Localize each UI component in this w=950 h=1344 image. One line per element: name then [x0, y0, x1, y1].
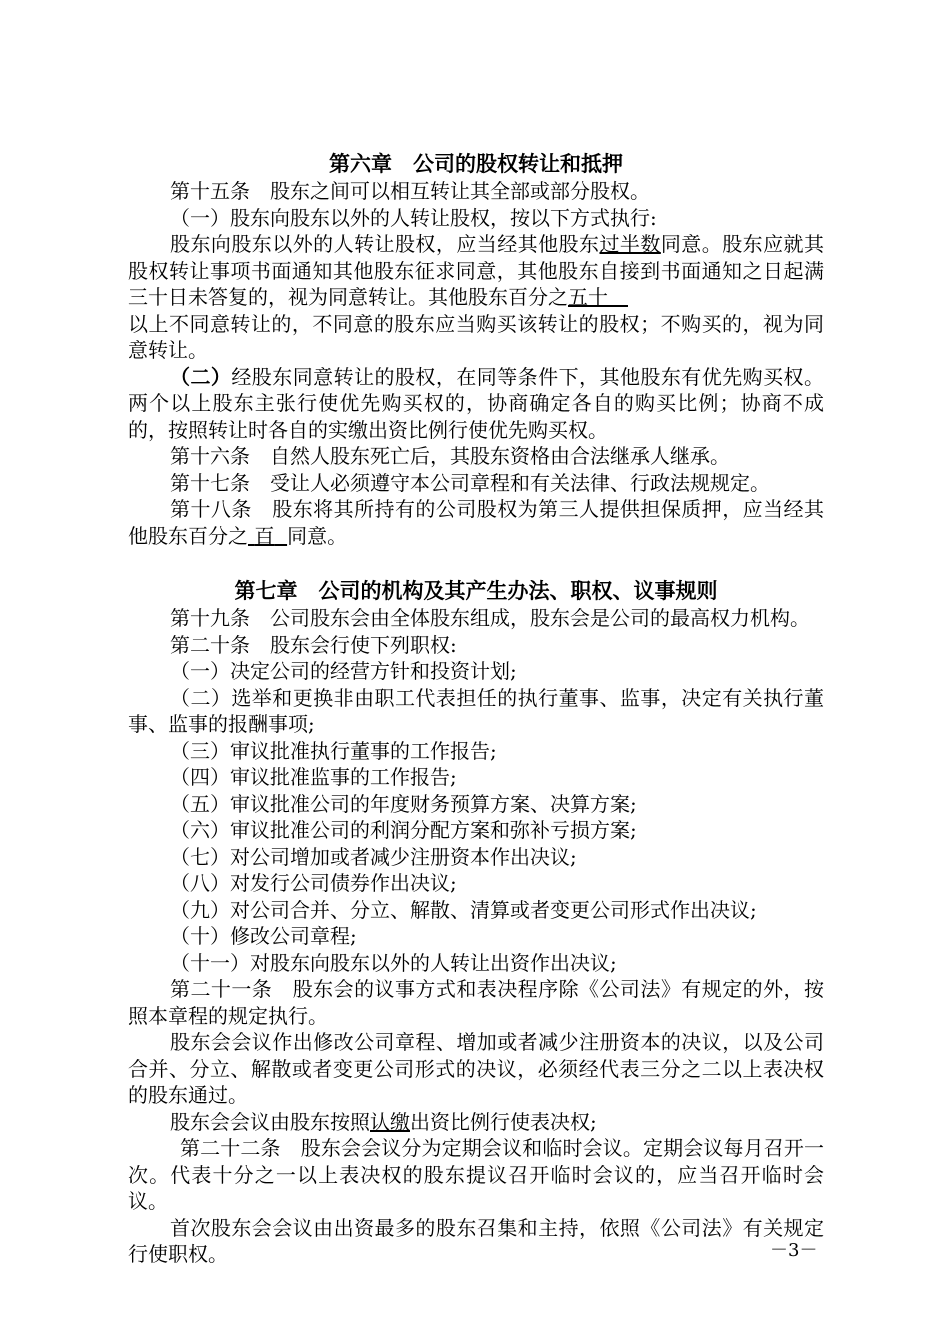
- underline-filler: [608, 285, 628, 309]
- article-15: 第十五条 股东之间可以相互转让其全部或部分股权。: [170, 179, 650, 203]
- power-item: （三）审议批准执行董事的工作报告;: [170, 738, 497, 763]
- article-22-para-2: 首次股东会会议由出资最多的股东召集和主持，依照《公司法》有关规定行使职权。: [128, 1215, 824, 1266]
- article-15-item-1: （一）股东向股东以外的人转让股权，按以下方式执行:: [170, 205, 657, 230]
- hundred-underlined: 百: [254, 523, 275, 548]
- article-20: 第二十条 股东会行使下列职权:: [170, 632, 457, 657]
- article-21-para-3: [128, 1109, 824, 1136]
- power-item: （九）对公司合并、分立、解散、清算或者变更公司形式作出决议;: [170, 897, 757, 922]
- power-item: （一）决定公司的经营方针和投资计划;: [170, 659, 517, 683]
- article-21: 第二十一条 股东会的议事方式和表决程序除《公司法》有规定的外，按照本章程的规定执行。: [128, 977, 824, 1028]
- article-19: 第十九条 公司股东会由全体股东组成，股东会是公司的最高权力机构。: [170, 606, 810, 630]
- power-item: （四）审议批准监事的工作报告;: [170, 765, 457, 789]
- item-2-text: 经股东同意转让的股权，在同等条件下，其他股东有优先购买权。两个以上股东主张行使优先购买权的，协商确定各自的购买比例；协商不成的，按照转让时各自的实缴出资比例行使优先购买权。: [128, 364, 825, 442]
- power-item: （六）审议批准公司的利润分配方案和弥补亏损方案;: [170, 818, 637, 842]
- page-number: －3－: [770, 1240, 818, 1261]
- chapter-7-title: 第七章 公司的机构及其产生办法、职权、议事规则: [234, 579, 718, 603]
- power-item: （七）对公司增加或者减少注册资本作出决议;: [170, 844, 577, 869]
- majority-underlined: 过半数: [599, 232, 661, 256]
- article-21-para-2: 股东会会议作出修改公司章程、增加或者减少注册资本的决议，以及公司合并、分立、解散或者变更公司形式的决议，必须经代表三分之二以上表决权的股东通过。: [128, 1030, 824, 1107]
- subscribed-underlined: 认缴: [370, 1109, 410, 1134]
- article-18: [128, 496, 824, 549]
- article-15-body-text-a: 股东向股东以外的人转让股权，应当经其他股东: [170, 232, 600, 256]
- power-item: （十）修改公司章程;: [170, 924, 357, 948]
- article-15-item-1-body: [128, 231, 824, 311]
- power-item: （二）选举和更换非由职工代表担任的执行董事、监事，决定有关执行董事、监事的报酬事项;: [128, 685, 824, 736]
- article-16: 第十六条 自然人股东死亡后，其股东资格由合法继承人继承。: [170, 444, 730, 468]
- article-17: 第十七条 受让人必须遵守本公司章程和有关法律、行政法规规定。: [170, 470, 770, 495]
- article-22: 第二十二条 股东会会议分为定期会议和临时会议。定期会议每月召开一次。代表十分之一以上表决权的股东提议召开临时会议的，应当召开临时会议。: [128, 1136, 824, 1213]
- power-item: （八）对发行公司债券作出决议;: [170, 871, 457, 895]
- chapter-6-title: 第六章 公司的股权转让和抵押: [329, 152, 623, 176]
- article-15-item-1-body-cont: 以上不同意转让的，不同意的股东应当购买该转让的股权；不购买的，视为同意转让。: [128, 311, 824, 362]
- document-page: [128, 150, 824, 1268]
- article-21-para-3-text-a: 股东会会议由股东按照: [170, 1109, 370, 1134]
- article-18-text-a: 第十八条 股东将其所持有的公司股权为第三人提供担保质押，应当经其他股东百分之: [128, 497, 824, 548]
- power-item: （十一）对股东向股东以外的人转让出资作出决议;: [170, 950, 617, 975]
- article-18-text-b: 同意。: [287, 523, 348, 548]
- article-15-body-text-b: 同意。股东应就其股权转让事项书面通知其他股东征求同意，其他股东自接到书面通知之日起满三十日未答复的，视为同意转让。其他股东百分之: [128, 232, 825, 309]
- item-2-marker: （二）: [170, 364, 232, 389]
- power-item: （五）审议批准公司的年度财务预算方案、决算方案;: [170, 791, 637, 816]
- fifty-underlined: 五十: [568, 285, 608, 309]
- article-21-para-3-text-b: 出资比例行使表决权;: [410, 1109, 597, 1134]
- article-15-item-2: [128, 364, 824, 444]
